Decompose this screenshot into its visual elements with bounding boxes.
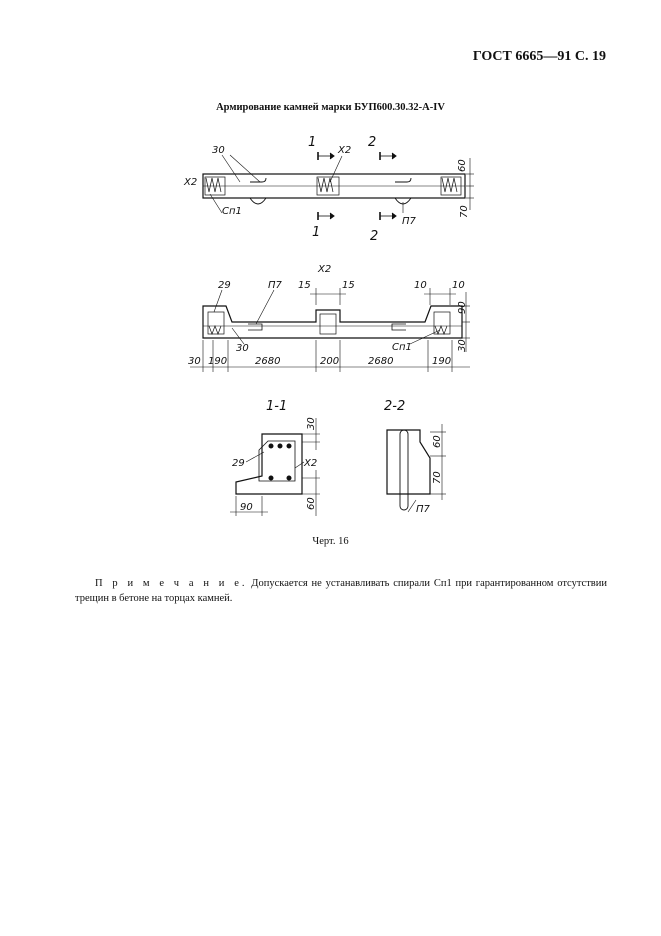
elev-dim-30: 30 [188, 356, 201, 367]
section-1-1-label-x2: Х2 [304, 458, 318, 469]
section-1-1-dim-90: 90 [240, 502, 253, 513]
elev-label-30: 30 [236, 343, 249, 354]
elev-label-x2: Х2 [318, 264, 332, 275]
plan-label-30: 30 [212, 145, 225, 156]
elev-dim-10-right: 10 [452, 280, 465, 291]
elev-dim-2680-right: 2680 [368, 356, 394, 367]
elev-dim-15-right: 15 [342, 280, 355, 291]
section-1-1 [230, 399, 320, 516]
section-2-2-title: 2-2 [384, 399, 406, 414]
elev-dim-190-right: 190 [432, 356, 452, 367]
plan-view [183, 135, 474, 244]
section-2-2 [384, 399, 446, 515]
plan-dim-60: 60 [457, 159, 468, 172]
elev-label-sp1: Сп1 [392, 342, 412, 353]
plan-label-x2: Х2 [338, 145, 352, 156]
plan-label-sp1: Сп1 [222, 206, 242, 217]
page-header: ГОСТ 6665—91 С. 19 [472, 49, 606, 64]
elev-dim-15-left: 15 [298, 280, 311, 291]
figure-caption: Черт. 16 [312, 536, 349, 547]
elev-label-p7: П7 [268, 280, 282, 291]
note-lead: П р и м е ч а н и е. [95, 578, 248, 589]
section-2-2-dim-60: 60 [432, 435, 443, 448]
elevation-view [188, 264, 470, 372]
elev-dim-190-left: 190 [208, 356, 228, 367]
plan-section-2-bottom: 2 [370, 229, 379, 244]
plan-section-1-bottom: 1 [312, 225, 321, 240]
drawing-title: Армирование камней марки БУП600.30.32-А-IV [216, 102, 445, 113]
section-1-1-dim-60: 60 [306, 497, 317, 510]
plan-label-x2-left: Х2 [184, 177, 198, 188]
section-1-1-title: 1-1 [266, 399, 288, 414]
plan-dim-70: 70 [459, 205, 470, 218]
elev-dim-200: 200 [320, 356, 340, 367]
elev-dim-10-left: 10 [414, 280, 427, 291]
plan-section-1-top: 1 [308, 135, 317, 150]
section-1-1-label-29: 29 [232, 458, 245, 469]
section-2-2-label-p7: П7 [416, 504, 430, 515]
note-text: Допускается не устанавливать спирали Сп1 при гарантированном отсутствии трещин в бетоне на торцах камней. [75, 578, 607, 604]
note-paragraph [75, 576, 607, 606]
section-2-2-dim-70: 70 [432, 471, 443, 484]
elev-label-29: 29 [218, 280, 231, 291]
section-1-1-dim-30: 30 [306, 417, 317, 430]
plan-section-2-top: 2 [368, 135, 377, 150]
plan-label-p7: П7 [402, 216, 416, 227]
elev-dim-30-right: 30 [457, 339, 468, 352]
elev-dim-2680-left: 2680 [255, 356, 281, 367]
elev-dim-90: 90 [457, 301, 468, 314]
